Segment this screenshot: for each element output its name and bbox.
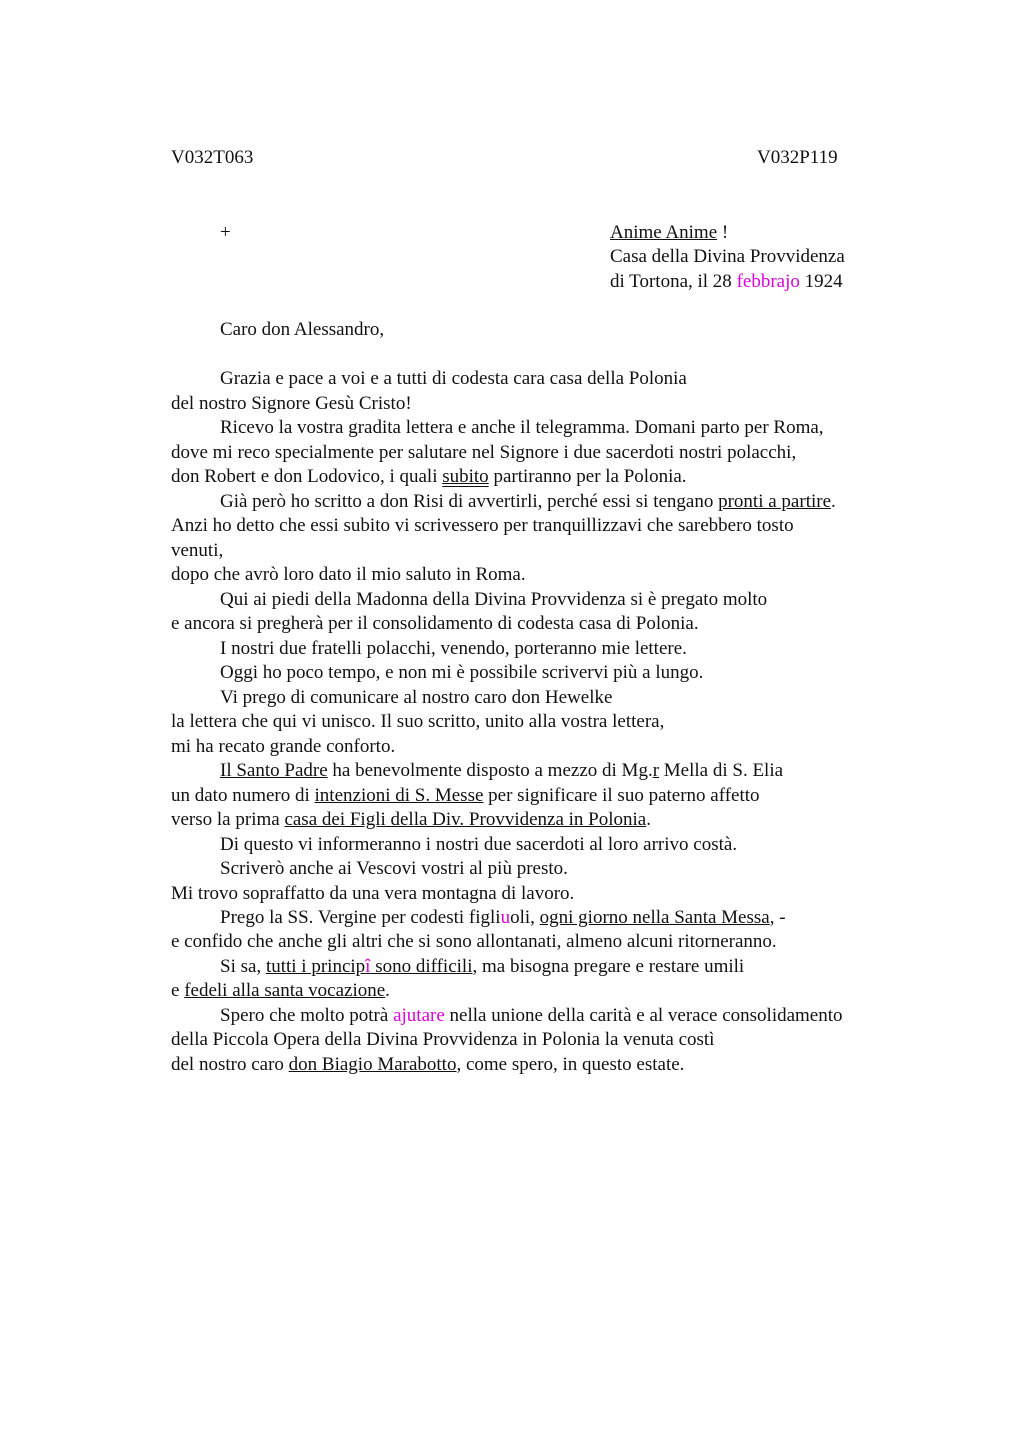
date-line: [610, 270, 843, 294]
text-run: del nostro caro: [171, 1054, 289, 1075]
underlined-text: pronti a partire: [718, 491, 832, 512]
body-line: Oggi ho poco tempo, e non mi è possibile scrivervi più a lungo.: [220, 662, 704, 683]
body-line: [220, 955, 744, 979]
underlined-text: ogni giorno nella Santa Messa: [539, 907, 770, 928]
body-line: mi ha recato grande conforto.: [171, 736, 396, 757]
body-line: [220, 490, 836, 514]
underlined-text: Il Santo Padre: [220, 760, 328, 781]
double-underlined-text: subito: [442, 466, 489, 487]
text-run: sono difficili: [370, 956, 473, 977]
text-run: Spero che molto potrà: [220, 1005, 394, 1026]
body-line: del nostro Signore Gesù Cristo!: [171, 393, 412, 414]
address-line: Casa della Divina Provvidenza: [610, 246, 845, 267]
body-line: [220, 906, 786, 930]
motto: [610, 221, 728, 245]
salutation: Caro don Alessandro,: [220, 319, 385, 340]
text-run: un dato numero di: [171, 785, 315, 806]
body-line: venuti,: [171, 540, 224, 561]
body-line: dove mi reco specialmente per salutare nel Signore i due sacerdoti nostri polacchi,: [171, 442, 797, 463]
body-line: della Piccola Opera della Divina Provvidenza in Polonia la venuta costì: [171, 1029, 715, 1050]
text-run: , come spero, in questo estate.: [456, 1054, 685, 1075]
body-line: la lettera che qui vi unisco. Il suo scritto, unito alla vostra lettera,: [171, 711, 665, 732]
body-line: e ancora si pregherà per il consolidamento di codesta casa di Polonia.: [171, 613, 699, 634]
text-run: e: [171, 980, 185, 1001]
document-code-left: V032T063: [171, 147, 254, 168]
underlined-text: r: [652, 760, 660, 781]
document-code-right: V032P119: [757, 147, 838, 168]
body-line: e confido che anche gli altri che si sono allontanati, almeno alcuni ritorneranno.: [171, 931, 777, 952]
body-line: I nostri due fratelli polacchi, venendo, porteranno mie lettere.: [220, 638, 687, 659]
annotation-text: ajutare: [393, 1005, 445, 1026]
text-run: nella unione della carità e al verace consolidamento: [444, 1005, 843, 1026]
underlined-text: intenzioni di S. Messe: [314, 785, 484, 806]
date-year: 1924: [799, 271, 843, 292]
text-run: Già però ho scritto a don Risi di avvertirli, perché essi si tengano: [220, 491, 719, 512]
body-line: dopo che avrò loro dato il mio saluto in Roma.: [171, 564, 526, 585]
motto-exclamation: !: [717, 222, 729, 243]
body-line: [171, 808, 651, 832]
motto-text: Anime Anime: [610, 222, 718, 243]
text-run: ha benevolmente disposto a mezzo di Mg.: [327, 760, 653, 781]
text-run: oli,: [510, 907, 540, 928]
text-run: tutti i princip: [265, 956, 366, 977]
text-run: .: [385, 980, 390, 1001]
annotation-text: u: [500, 907, 511, 928]
cross-symbol: +: [220, 222, 231, 243]
body-line: [171, 465, 687, 489]
text-run: , ma bisogna pregare e restare umili: [472, 956, 745, 977]
underlined-text: don Biagio Marabotto: [288, 1054, 457, 1075]
body-line: [171, 1053, 684, 1077]
text-run: Si sa,: [220, 956, 266, 977]
annotation-text: î: [365, 956, 371, 977]
body-line: Ricevo la vostra gradita lettera e anche il telegramma. Domani parto per Roma,: [220, 417, 824, 438]
date-month: febbrajo: [736, 271, 800, 292]
text-run: don Robert e don Lodovico, i quali: [171, 466, 443, 487]
underlined-text: casa dei Figli della Div. Provvidenza in Polonia: [284, 809, 647, 830]
text-run: Mella di S. Elia: [659, 760, 784, 781]
body-line: [171, 979, 390, 1003]
body-line: Di questo vi informeranno i nostri due sacerdoti al loro arrivo costà.: [220, 834, 738, 855]
body-line: Anzi ho detto che essi subito vi scrivessero per tranquillizzavi che sarebbero tosto: [171, 515, 794, 536]
text-run: Prego la SS. Vergine per codesti figli: [220, 907, 501, 928]
text-run: per significare il suo paterno affetto: [483, 785, 760, 806]
text-run: verso la prima: [171, 809, 285, 830]
body-line: Qui ai piedi della Madonna della Divina Provvidenza si è pregato molto: [220, 589, 768, 610]
text-run: .: [831, 491, 836, 512]
underlined-text: fedeli alla santa vocazione: [184, 980, 386, 1001]
body-line: [171, 784, 760, 808]
body-line: [220, 1004, 843, 1028]
text-run: .: [646, 809, 651, 830]
text-run: partiranno per la Polonia.: [488, 466, 687, 487]
date-prefix: di Tortona, il 28: [610, 271, 737, 292]
underlined-text: [266, 956, 473, 977]
body-line: Vi prego di comunicare al nostro caro don Hewelke: [220, 687, 613, 708]
body-line: [220, 759, 783, 783]
body-line: Grazia e pace a voi e a tutti di codesta cara casa della Polonia: [220, 368, 687, 389]
text-run: , -: [769, 907, 786, 928]
body-line: Scriverò anche ai Vescovi vostri al più presto.: [220, 858, 568, 879]
body-line: Mi trovo sopraffatto da una vera montagna di lavoro.: [171, 883, 575, 904]
